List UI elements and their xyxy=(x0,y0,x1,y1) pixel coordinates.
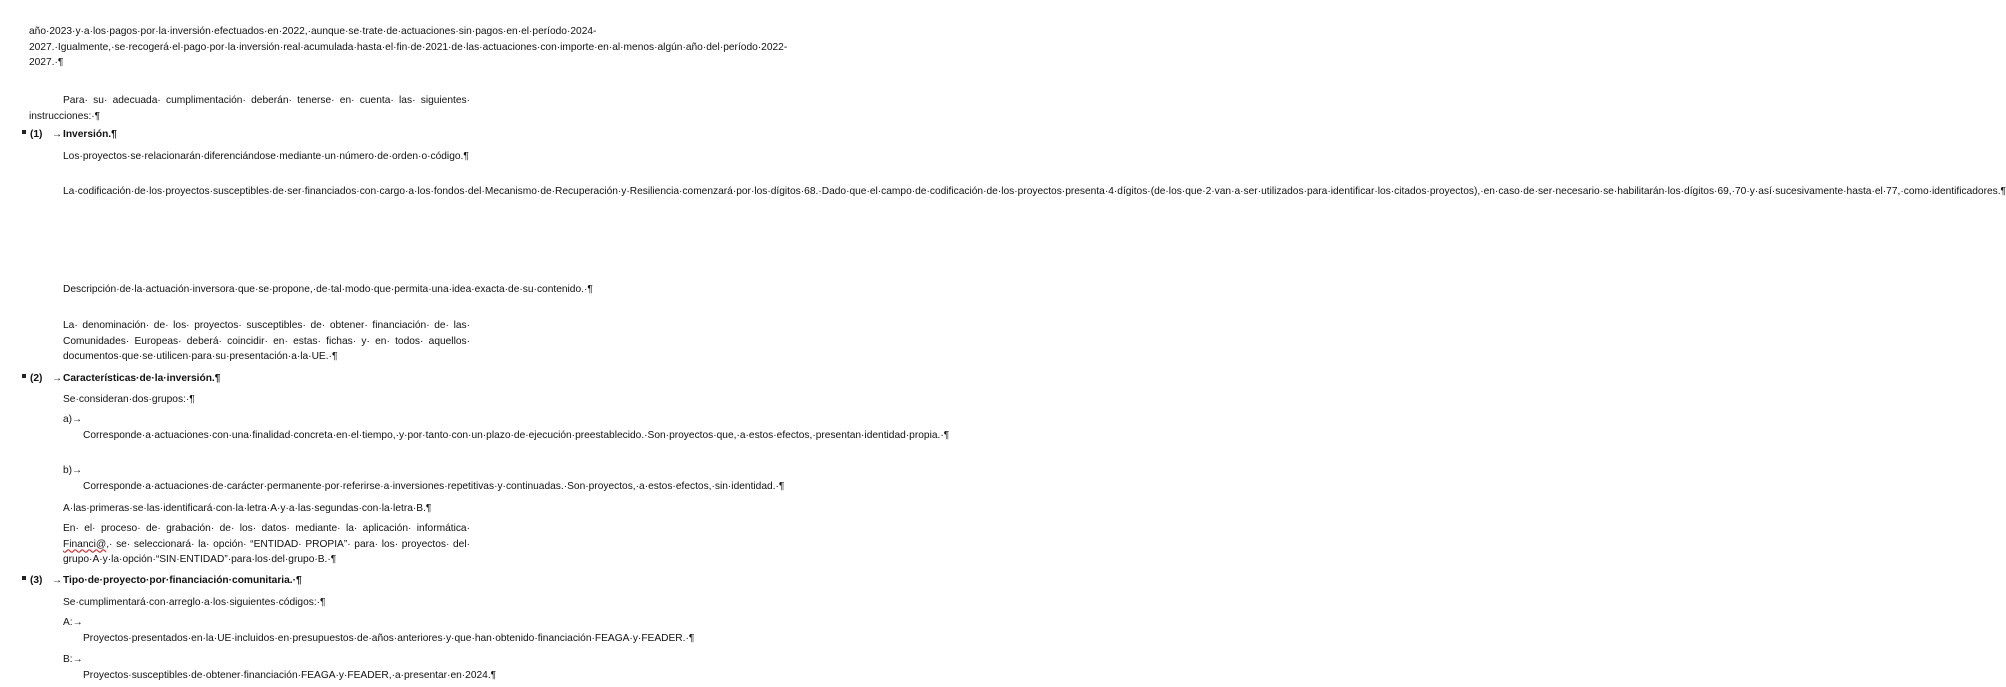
intro-paragraph: año·2023·y·a·los·pagos·por·la·inversión·efectuados·en·2022,·aunque·se·trate·de·actuaciones·sin·pagos·en·el·período·2024-2027.·Igualmente,·se·recogerá·el·pago·por·la·inversión·real·acumulada·hasta·el·fin·de·2021·de·las·actuaciones·con·importe·en·al·menos·algún·año·del·período·2022-2027.·¶ xyxy=(29,26,788,69)
list-item: b)→Corresponde·a·actuaciones·de·carácter·permanente·por·referirse·a·inversiones·repetitivas·y·continuadas.·Son·proyectos,·a·estos·efectos,·sin·identidad.·¶ xyxy=(63,465,785,492)
section-3-title: Tipo·de·proyecto·por·financiación·comunitaria.·¶ xyxy=(63,575,302,586)
section-3-number: (3) → xyxy=(22,573,72,588)
section-2-paragraph: A·las·primeras·se·las·identificará·con·la·letra·A·y·a·las·segundas·con·la·letra·B.¶ xyxy=(63,503,432,514)
section-1-number: (1) → xyxy=(22,127,72,142)
section-1-paragraph: La· denominación· de· los· proyectos· susceptibles· de· obtener· financiación· de· las· Comunidades· Europeas· deberá· coincidir· en· estas· fichas· y· en· todos· aquellos· documentos·que·se·utilicen·para·su·presentación·a·la·UE.·¶ xyxy=(63,320,470,363)
list-item: A:→Proyectos·presentados·en·la·UE·incluidos·en·presupuestos·de·años·anteriores·y·que·han·obtenido·financiación·FEAGA·y·FEADER.·¶ xyxy=(63,617,695,644)
section-1-paragraph: La·codificación·de·los·proyectos·susceptibles·de·ser·financiados·con·cargo·a·los·fondos·del·Mecanismo·de·Recuperación·y·Resiliencia·comenzará·por·los·dígitos·68.·Dado·que·el·campo·de·codificación·de·los·proyectos·presenta·4·dígitos·(de·los·que·2·van·a·ser·utilizados·para·identificar·los·citados·proyectos),·en·caso·de·ser·necesario·se·habilitarán·los·dígitos·69,·70·y·así·sucesivamente·hasta·el·77,·como·identificadores.¶ xyxy=(63,186,2006,197)
list-bullet xyxy=(22,576,26,580)
section-2-title: Características·de·la·inversión.¶ xyxy=(63,373,221,384)
instructions-paragraph: Para· su· adecuada· cumplimentación· deberán· tenerse· en· cuenta· las· siguientes· instrucciones:·¶ xyxy=(29,95,470,122)
section-1-title: Inversión.¶ xyxy=(63,129,117,140)
list-item: a)→Corresponde·a·actuaciones·con·una·finalidad·concreta·en·el·tiempo,·y·por·tanto·con·un·plazo·de·ejecución·preestablecido.·Son·proyectos·que,·a·estos·efectos,·presentan·identidad·propia.·¶ xyxy=(63,414,950,441)
section-2-number: (2) → xyxy=(22,371,72,386)
list-item: B:→Proyectos·susceptibles·de·obtener·financiación·FEAGA·y·FEADER,·a·presentar·en·2024.¶ xyxy=(63,654,497,681)
list-bullet xyxy=(22,374,26,378)
section-3-intro: Se·cumplimentará·con·arreglo·a·los·siguientes·códigos:·¶ xyxy=(63,597,326,608)
section-1-paragraph: Los·proyectos·se·relacionarán·diferenciándose·mediante·un·número·de·orden·o·código.¶ xyxy=(63,151,469,162)
spellcheck-word: Financi@ xyxy=(63,538,107,550)
section-1-paragraph: Descripción·de·la·actuación·inversora·que·se·propone,·de·tal·modo·que·permita·una·idea·exacta·de·su·contenido.·¶ xyxy=(63,284,593,295)
section-2-paragraph: En· el· proceso· de· grabación· de· los· datos· mediante· la· aplicación· informática· Financi@,· se· seleccionará· la· opción· “ENTIDAD· PROPIA”· para· los· proyectos· del· grupo·A·y·la·opción·“SIN·ENTIDAD”·para·los·del·grupo·B.·¶ xyxy=(63,523,470,566)
section-2-intro: Se·consideran·dos·grupos:·¶ xyxy=(63,394,195,405)
list-bullet xyxy=(22,130,26,134)
